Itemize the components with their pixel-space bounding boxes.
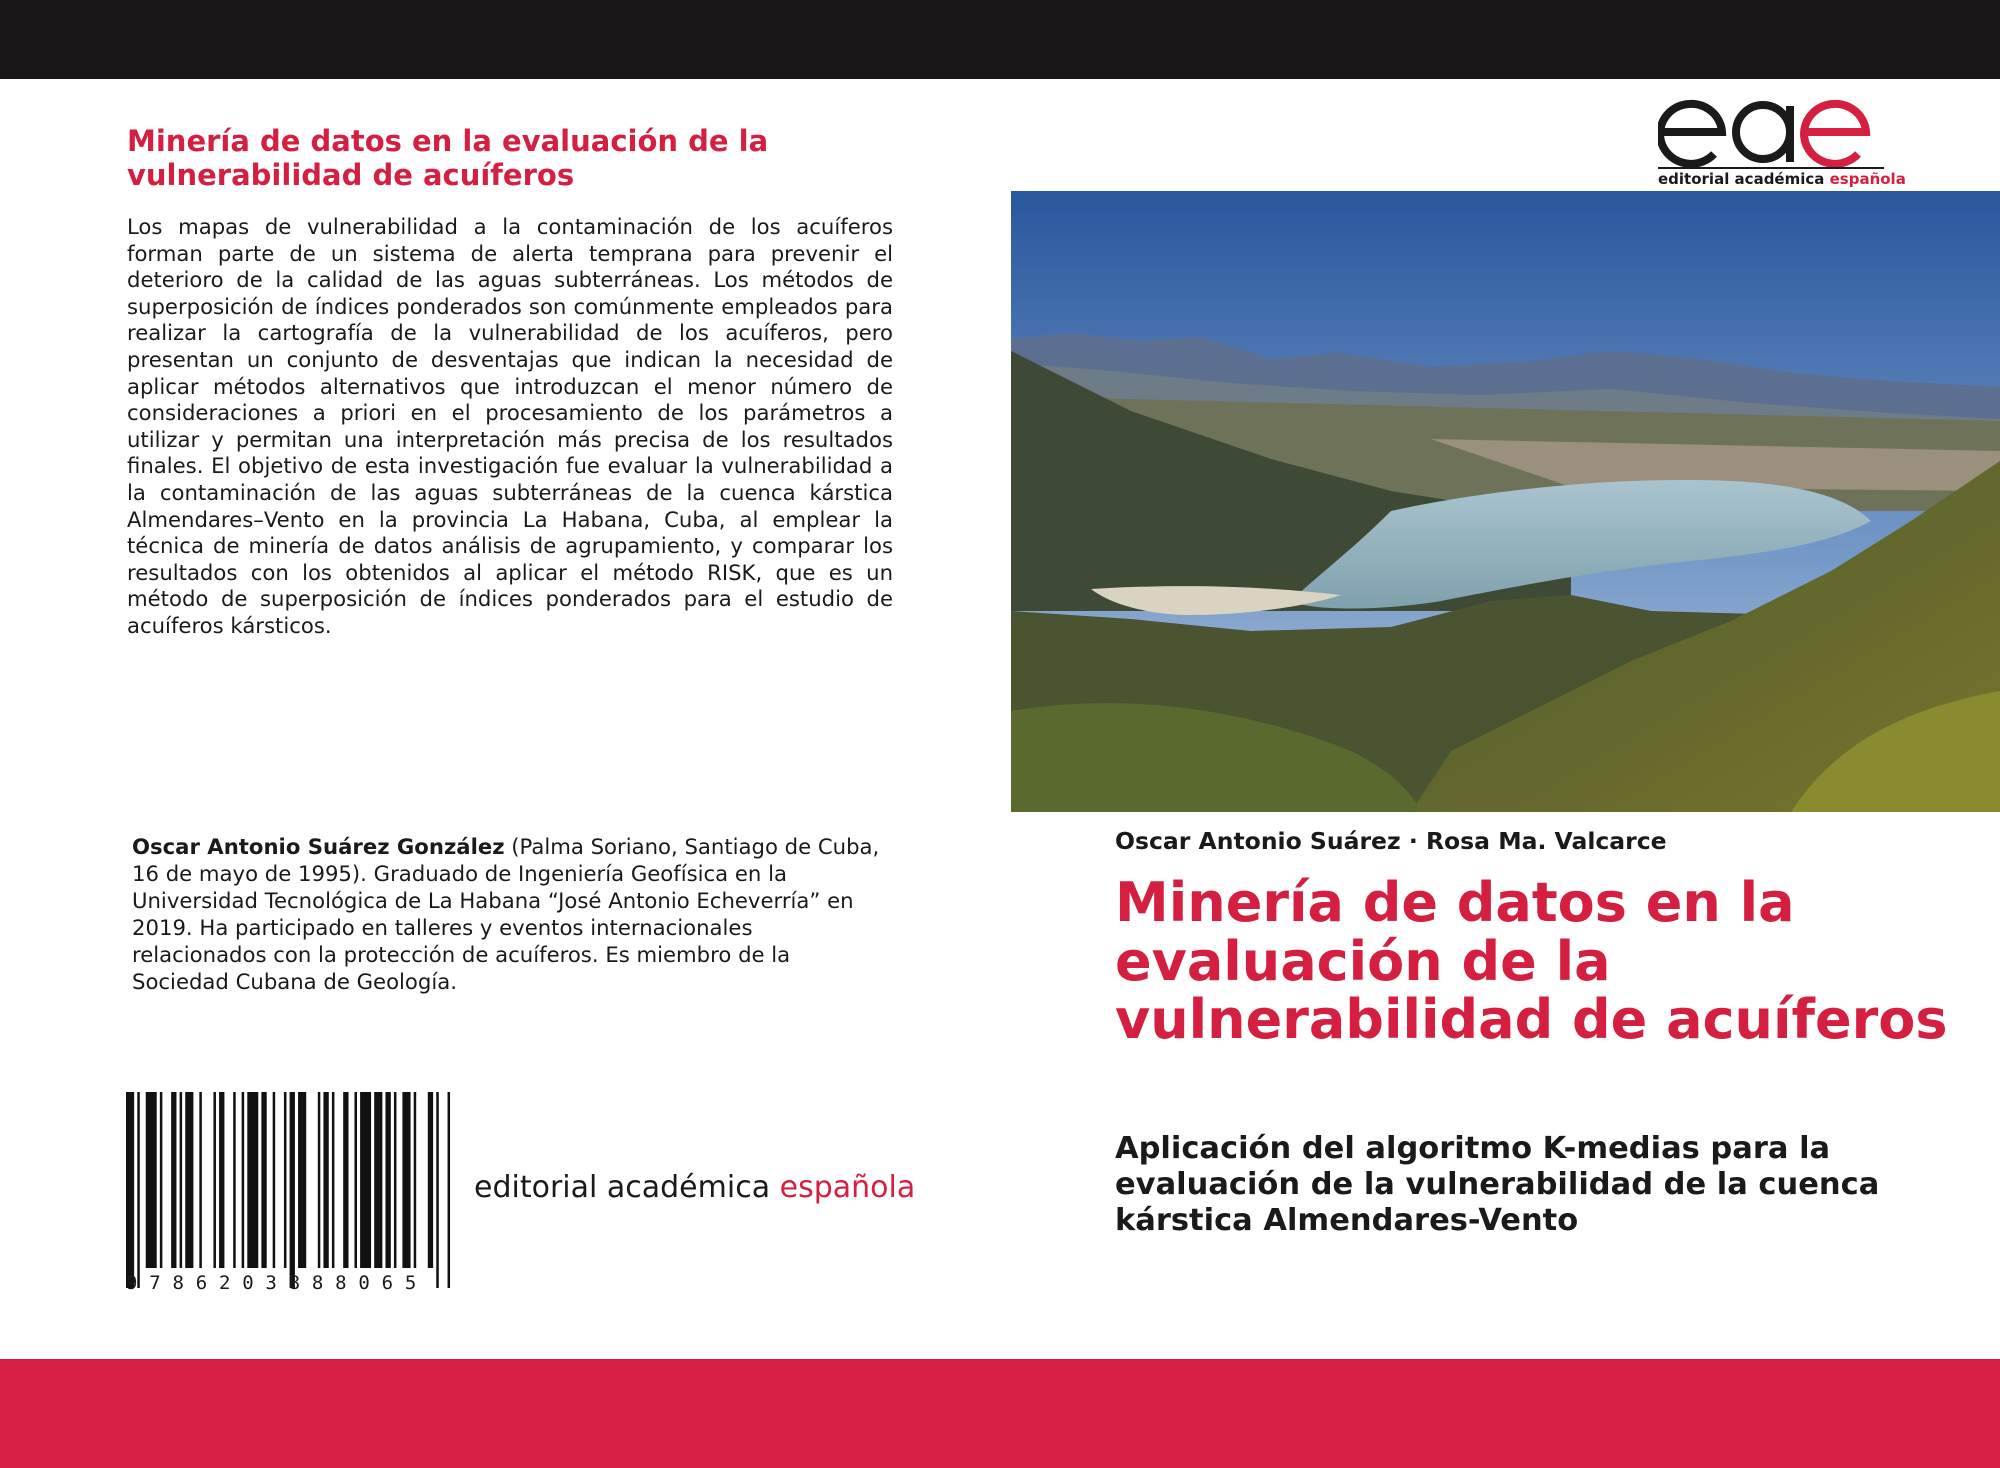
- author-bio-name: Oscar Antonio Suárez González: [132, 834, 505, 859]
- bottom-red-band: [0, 1359, 2000, 1468]
- logo-wordmark-dark: editorial académica: [1658, 170, 1830, 188]
- cover-authors: Oscar Antonio Suárez · Rosa Ma. Valcarce: [1115, 827, 1667, 855]
- back-cover-blurb: Los mapas de vulnerabilidad a la contaminación de los acuíferos forman parte de un sistema de alerta temprana para prevenir el deterioro de la calidad de las aguas subterráneas. Los métodos de superposición de índices ponderados son comúnmente empleados para realizar la cartografía de la vulnerabilidad de los acuíferos, pero presentan un conjunto de desventajas que indican la necesidad de aplicar métodos alternativos que introduzcan el menor número de consideraciones a priori en el procesamiento de los parámetros a utilizar y permitan una interpretación más precisa de los resultados finales. El objetivo de esta investigación fue evaluar la vulnerabilidad a la contaminación de las aguas subterráneas de la cuenca kárstica Almendares–Vento en la provincia La Habana, Cuba, al emplear la técnica de minería de datos análisis de agrupamiento, y comparar los resultados con los obtenidos al aplicar el método RISK, que es un método de superposición de índices ponderados para el estudio de acuíferos kársticos.: [127, 214, 893, 638]
- author-bio-text: (Palma Soriano, Santiago de Cuba, 16 de mayo de 1995). Graduado de Ingeniería Geofísica en la Universidad Tecnológica de La Habana “José Antonio Echeverría” en 2019. Ha participado en talleres y eventos internacionales relacionados con la protección de acuíferos. Es miembro de la Sociedad Cubana de Geología.: [132, 834, 880, 994]
- publisher-imprint: [474, 1168, 915, 1208]
- author-bio: [132, 833, 892, 995]
- isbn-digits: 9786203888065: [126, 1272, 429, 1294]
- publisher-imprint-red: española: [779, 1170, 916, 1205]
- top-dark-band: [0, 0, 2000, 79]
- cover-subtitle: Aplicación del algoritmo K-medias para la evaluación de la vulnerabilidad de la cuenca kárstica Almendares-Vento: [1115, 1131, 1880, 1238]
- logo-wordmark: [1658, 170, 1906, 188]
- logo-wordmark-red: española: [1829, 170, 1906, 188]
- isbn-barcode: [126, 1092, 456, 1292]
- cover-title: Minería de datos en la evaluación de la vulnerabilidad de acuíferos: [1115, 871, 1948, 1051]
- cover-landscape-photo: [1011, 191, 2000, 812]
- back-cover-title: Minería de datos en la evaluación de la vulnerabilidad de acuíferos: [127, 124, 769, 192]
- publisher-imprint-dark: editorial académica: [474, 1170, 780, 1205]
